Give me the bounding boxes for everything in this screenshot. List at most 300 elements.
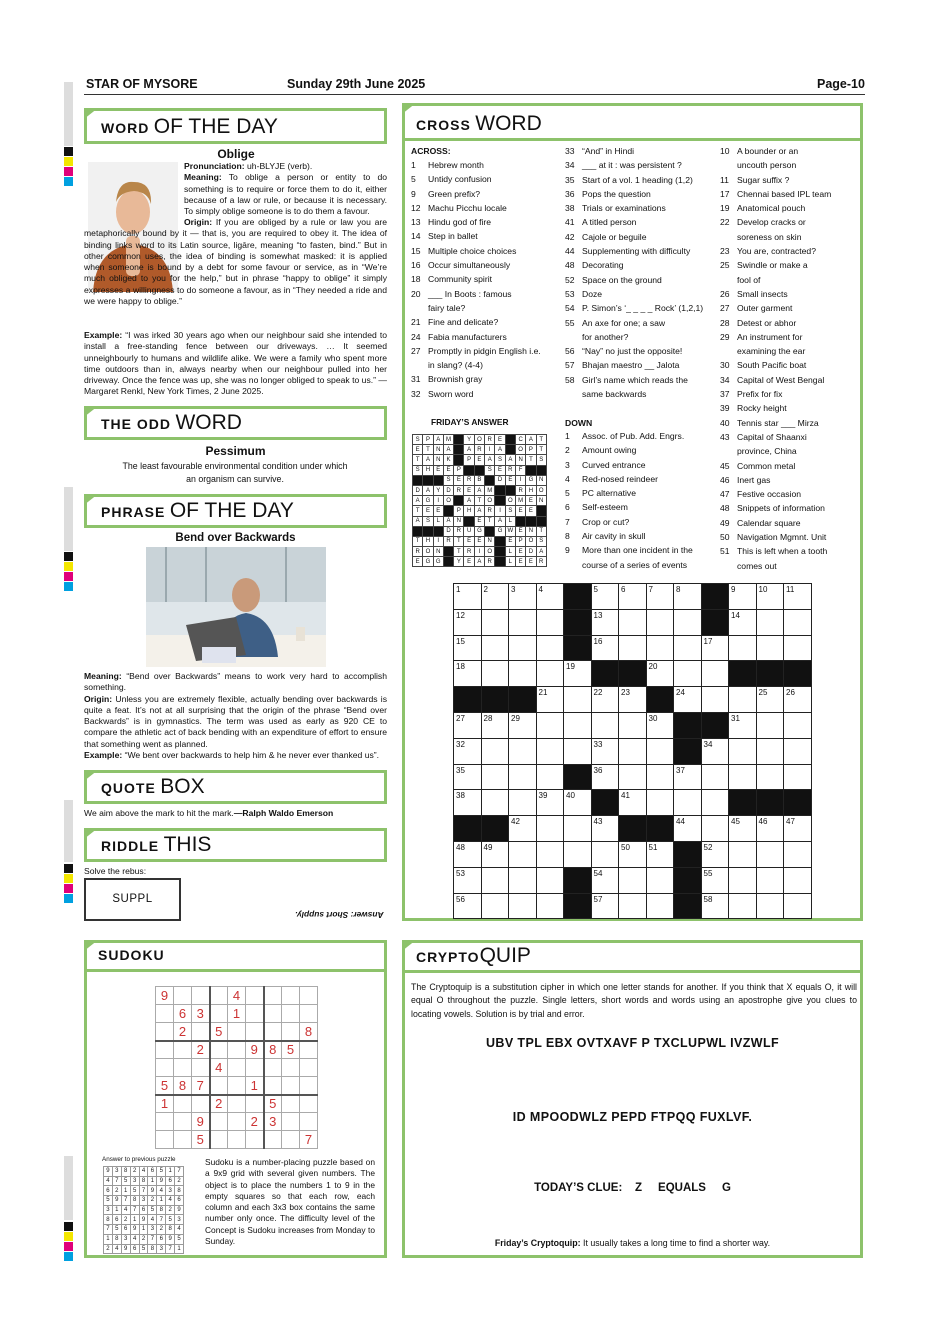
crossword-cell[interactable]	[619, 893, 647, 919]
sudoku-cell[interactable]	[228, 1077, 246, 1095]
reg-mark	[64, 1232, 73, 1241]
crossword-cell[interactable]: 19	[564, 661, 592, 687]
phrase-header	[84, 494, 387, 528]
crossword-cell[interactable]	[646, 738, 674, 764]
sudoku-cell[interactable]	[210, 1005, 228, 1023]
crossword-cell[interactable]	[674, 609, 702, 635]
sudoku-cell[interactable]	[210, 1131, 228, 1149]
crossword-cell[interactable]	[564, 712, 592, 738]
sudoku-cell[interactable]: 2	[192, 1041, 210, 1059]
clue-number: 27	[411, 345, 421, 356]
crossword-cell[interactable]: 58	[701, 893, 729, 919]
sudoku-cell[interactable]	[282, 1023, 300, 1041]
clue-row	[720, 158, 860, 172]
answer-cell: O	[515, 445, 525, 455]
crossword-cell[interactable]	[756, 867, 784, 893]
clue-number: 10	[720, 146, 730, 156]
crossword-grid[interactable]	[453, 583, 812, 919]
crossword-cell[interactable]: 18	[454, 661, 482, 687]
crossword-cell[interactable]: 10	[756, 584, 784, 610]
sudoku-cell[interactable]	[264, 1059, 282, 1077]
prev-sudoku-cell: 9	[104, 1167, 113, 1177]
clue-text: PC alternative	[582, 488, 636, 499]
crossword-cell[interactable]	[784, 609, 812, 635]
crossword-cell[interactable]: 3	[509, 584, 537, 610]
crossword-cell[interactable]	[509, 635, 537, 661]
sudoku-cell[interactable]	[300, 1059, 318, 1077]
crossword-cell[interactable]: 33	[591, 738, 619, 764]
sudoku-cell[interactable]	[246, 1131, 264, 1149]
crossword-cell[interactable]	[674, 790, 702, 816]
sudoku-cell[interactable]	[228, 1041, 246, 1059]
clue-number	[411, 358, 428, 372]
crossword-cell[interactable]	[481, 893, 509, 919]
crossword-cell[interactable]: 17	[701, 635, 729, 661]
crossword-cell[interactable]	[646, 867, 674, 893]
sudoku-cell[interactable]	[174, 1113, 192, 1131]
example-text: “I was irked 30 years ago when our neighbour said she intended to install a free-standing fence between our driveways. … It seemed unneighbourly to humans and wildlife alike. We were a family who spent more time outdoors than in, always nearby when our neighbour pulled into her driveway. Once the fence was up, she was no longer obliged to speak to us.” — Margaret Renkl, New York Times, 2 June 2025.	[84, 330, 387, 397]
clue-number: 38	[565, 203, 575, 214]
sudoku-cell[interactable]	[282, 1059, 300, 1077]
crossword-cell[interactable]	[481, 764, 509, 790]
crossword-cell[interactable]: 20	[646, 661, 674, 687]
crossword-cell[interactable]: 12	[454, 609, 482, 635]
sudoku-cell[interactable]	[210, 987, 228, 1005]
crossword-cell[interactable]	[701, 687, 729, 713]
sudoku-cell[interactable]	[264, 987, 282, 1005]
crossword-cell[interactable]: 55	[701, 867, 729, 893]
sudoku-cell[interactable]	[156, 1059, 174, 1077]
crossword-cell[interactable]	[646, 764, 674, 790]
answer-cell: T	[423, 445, 433, 455]
crossword-cell[interactable]	[536, 816, 564, 842]
sudoku-cell[interactable]: 7	[300, 1131, 318, 1149]
clue-text: Air cavity in skull	[582, 531, 646, 542]
crossword-cell[interactable]: 23	[619, 687, 647, 713]
crossword-cell[interactable]: 4	[536, 584, 564, 610]
clue-row	[565, 287, 715, 301]
sudoku-cell[interactable]	[228, 1131, 246, 1149]
sudoku-cell[interactable]	[264, 1023, 282, 1041]
answer-cell: N	[454, 516, 464, 526]
crossword-cell[interactable]: 26	[784, 687, 812, 713]
sudoku-cell[interactable]	[192, 987, 210, 1005]
sudoku-grid[interactable]	[155, 986, 318, 1149]
crossword-cell[interactable]	[729, 635, 757, 661]
answer-cell: T	[474, 496, 484, 506]
crossword-cell[interactable]	[756, 764, 784, 790]
crossword-cell[interactable]: 24	[674, 687, 702, 713]
sudoku-cell[interactable]	[174, 1059, 192, 1077]
prev-sudoku-cell: 7	[130, 1205, 139, 1215]
crossword-cell[interactable]	[701, 790, 729, 816]
clue-text: Cajole or beguile	[582, 231, 647, 242]
answer-cell: E	[515, 526, 525, 536]
crossword-cell[interactable]	[729, 893, 757, 919]
crossword-cell[interactable]: 46	[756, 816, 784, 842]
crossword-cell[interactable]	[619, 867, 647, 893]
crossword-cell[interactable]: 48	[454, 841, 482, 867]
sudoku-cell[interactable]	[192, 1095, 210, 1113]
crossword-cell[interactable]	[481, 635, 509, 661]
sudoku-cell[interactable]: 2	[246, 1113, 264, 1131]
clue-text: uncouth person	[737, 160, 797, 171]
answer-cell: E	[464, 485, 474, 495]
sudoku-cell[interactable]	[246, 987, 264, 1005]
answer-cell: A	[474, 506, 484, 516]
crossword-cell[interactable]: 37	[674, 764, 702, 790]
crossword-cell[interactable]	[701, 816, 729, 842]
crossword-cell[interactable]	[729, 738, 757, 764]
sudoku-cell[interactable]	[282, 1095, 300, 1113]
crossword-cell[interactable]: 32	[454, 738, 482, 764]
sudoku-cell[interactable]	[282, 1131, 300, 1149]
crossword-cell[interactable]: 25	[756, 687, 784, 713]
sudoku-cell[interactable]	[156, 1113, 174, 1131]
black-cell	[481, 816, 509, 842]
sudoku-cell[interactable]	[246, 1095, 264, 1113]
crossword-cell[interactable]	[784, 841, 812, 867]
answer-cell: A	[526, 435, 536, 445]
crossword-cell[interactable]	[536, 738, 564, 764]
sudoku-cell[interactable]: 6	[174, 1005, 192, 1023]
crossword-cell[interactable]	[509, 661, 537, 687]
reg-mark	[64, 562, 73, 571]
crossword-cell[interactable]: 53	[454, 867, 482, 893]
sudoku-cell[interactable]: 5	[264, 1095, 282, 1113]
answer-cell: E	[474, 536, 484, 546]
answer-cell: G	[433, 557, 443, 567]
crossword-cell[interactable]: 22	[591, 687, 619, 713]
black-cell	[674, 841, 702, 867]
crossword-cell[interactable]: 38	[454, 790, 482, 816]
crossword-cell[interactable]	[646, 609, 674, 635]
crossword-cell[interactable]	[619, 712, 647, 738]
crossword-cell[interactable]	[701, 661, 729, 687]
crossword-cell[interactable]: 29	[509, 712, 537, 738]
crossword-cell[interactable]: 44	[674, 816, 702, 842]
answer-cell: E	[515, 557, 525, 567]
answer-cell: L	[433, 516, 443, 526]
sudoku-cell[interactable]: 3	[192, 1005, 210, 1023]
crossword-cell[interactable]	[729, 841, 757, 867]
clue-number	[720, 444, 737, 458]
clue-text: Trials or examinations	[582, 203, 666, 214]
crossword-cell[interactable]	[784, 712, 812, 738]
section-label: SUDOKU	[98, 947, 165, 963]
answer-cell: S	[443, 475, 453, 485]
print-strip	[64, 82, 73, 146]
crossword-cell[interactable]	[756, 893, 784, 919]
clue-number: 50	[720, 532, 730, 543]
crossword-cell[interactable]: 16	[591, 635, 619, 661]
crossword-cell[interactable]: 57	[591, 893, 619, 919]
sudoku-cell[interactable]	[264, 1077, 282, 1095]
crossword-cell[interactable]	[591, 712, 619, 738]
odd-word-header	[84, 406, 387, 440]
crossword-cell[interactable]	[619, 738, 647, 764]
answer-cell: O	[526, 536, 536, 546]
crossword-cell[interactable]: 15	[454, 635, 482, 661]
sudoku-cell[interactable]	[156, 1041, 174, 1059]
sudoku-cell[interactable]	[300, 1041, 318, 1059]
sudoku-cell[interactable]: 3	[264, 1113, 282, 1131]
sudoku-cell[interactable]: 9	[246, 1041, 264, 1059]
crossword-cell[interactable]: 7	[646, 584, 674, 610]
answer-cell: R	[454, 526, 464, 536]
crossword-cell[interactable]: 50	[619, 841, 647, 867]
sudoku-cell[interactable]	[174, 987, 192, 1005]
reg-mark	[64, 874, 73, 883]
crossword-cell[interactable]: 35	[454, 764, 482, 790]
sudoku-cell[interactable]	[246, 1059, 264, 1077]
sudoku-cell[interactable]	[156, 1131, 174, 1149]
crossword-cell[interactable]: 47	[784, 816, 812, 842]
crossword-cell[interactable]: 2	[481, 584, 509, 610]
sudoku-cell[interactable]	[210, 1077, 228, 1095]
sudoku-cell[interactable]: 5	[210, 1023, 228, 1041]
answer-cell: T	[454, 536, 464, 546]
crossword-cell[interactable]: 56	[454, 893, 482, 919]
sudoku-cell[interactable]: 7	[192, 1077, 210, 1095]
crossword-cell[interactable]: 30	[646, 712, 674, 738]
sudoku-cell[interactable]	[228, 1059, 246, 1077]
sudoku-cell[interactable]: 5	[156, 1077, 174, 1095]
crossword-cell[interactable]	[729, 867, 757, 893]
sudoku-cell[interactable]: 8	[300, 1023, 318, 1041]
crossword-cell[interactable]	[619, 609, 647, 635]
crossword-cell[interactable]: 49	[481, 841, 509, 867]
crossword-cell[interactable]	[564, 687, 592, 713]
crossword-cell[interactable]: 21	[536, 687, 564, 713]
sudoku-cell[interactable]	[174, 1041, 192, 1059]
corner-flag-icon	[84, 828, 98, 839]
clue-text: same backwards	[582, 389, 647, 400]
sudoku-cell[interactable]	[300, 1005, 318, 1023]
clue-text: Supplementing with difficulty	[582, 246, 691, 257]
sudoku-cell[interactable]	[300, 1113, 318, 1131]
crossword-cell[interactable]: 1	[454, 584, 482, 610]
crossword-cell[interactable]	[536, 841, 564, 867]
crossword-cell[interactable]: 5	[591, 584, 619, 610]
crossword-cell[interactable]	[784, 764, 812, 790]
crossword-cell[interactable]	[481, 867, 509, 893]
crossword-cell[interactable]	[509, 867, 537, 893]
prev-sudoku-cell: 3	[121, 1234, 130, 1244]
crossword-cell[interactable]	[509, 764, 537, 790]
clue-text: Doze	[582, 288, 603, 299]
sudoku-cell[interactable]: 4	[210, 1059, 228, 1077]
sudoku-cell[interactable]: 4	[228, 987, 246, 1005]
crossword-cell[interactable]	[756, 712, 784, 738]
reg-mark	[64, 552, 73, 561]
answer-cell: Y	[454, 557, 464, 567]
sudoku-cell[interactable]	[174, 1095, 192, 1113]
clue-number: 29	[720, 331, 730, 342]
answer-cell: R	[485, 435, 495, 445]
crossword-cell[interactable]	[619, 635, 647, 661]
crossword-cell[interactable]: 51	[646, 841, 674, 867]
crossword-cell[interactable]: 45	[729, 816, 757, 842]
crossword-cell[interactable]	[564, 816, 592, 842]
clue-row	[565, 158, 715, 172]
crossword-cell[interactable]: 11	[784, 584, 812, 610]
crossword-cell[interactable]	[536, 661, 564, 687]
crossword-cell[interactable]	[591, 841, 619, 867]
clue-number: 11	[720, 174, 729, 185]
clue-row	[565, 358, 715, 372]
sudoku-cell[interactable]	[192, 1023, 210, 1041]
crossword-cell[interactable]: 42	[509, 816, 537, 842]
crossword-cell[interactable]	[784, 867, 812, 893]
prev-sudoku-cell: 1	[112, 1205, 121, 1215]
sudoku-cell[interactable]	[174, 1131, 192, 1149]
crossword-cell[interactable]: 31	[729, 712, 757, 738]
sudoku-cell[interactable]	[300, 987, 318, 1005]
sudoku-cell[interactable]	[210, 1041, 228, 1059]
crossword-cell[interactable]: 36	[591, 764, 619, 790]
sudoku-cell[interactable]	[192, 1059, 210, 1077]
crossword-cell[interactable]	[756, 841, 784, 867]
section-title: THIS	[163, 833, 212, 856]
sudoku-cell[interactable]	[156, 1005, 174, 1023]
clue-row	[565, 486, 715, 500]
crossword-cell[interactable]: 14	[729, 609, 757, 635]
clue-row	[720, 487, 860, 501]
crossword-cell[interactable]	[756, 609, 784, 635]
crossword-cell[interactable]	[536, 893, 564, 919]
sudoku-cell[interactable]	[282, 1005, 300, 1023]
crossword-cell[interactable]	[481, 790, 509, 816]
crossword-cell[interactable]: 28	[481, 712, 509, 738]
crossword-cell[interactable]: 54	[591, 867, 619, 893]
sudoku-cell[interactable]	[156, 1023, 174, 1041]
prev-sudoku-cell: 3	[139, 1196, 148, 1206]
crossword-cell[interactable]: 43	[591, 816, 619, 842]
sudoku-cell[interactable]	[300, 1095, 318, 1113]
example-label: Example:	[84, 330, 123, 340]
sudoku-cell[interactable]	[282, 1113, 300, 1131]
sudoku-cell[interactable]	[210, 1113, 228, 1131]
clue-row	[720, 387, 860, 401]
crossword-cell[interactable]: 52	[701, 841, 729, 867]
sudoku-cell[interactable]	[228, 1095, 246, 1113]
clue-row	[720, 330, 860, 344]
crossword-cell[interactable]	[784, 635, 812, 661]
crossword-cell[interactable]	[564, 738, 592, 764]
clue-number: 13	[411, 217, 421, 228]
crossword-cell[interactable]	[756, 738, 784, 764]
crossword-cell[interactable]	[646, 635, 674, 661]
clue-number: 54	[565, 303, 575, 314]
sudoku-cell[interactable]	[228, 1113, 246, 1131]
sudoku-cell[interactable]: 1	[228, 1005, 246, 1023]
black-cell	[443, 547, 453, 557]
crossword-cell[interactable]	[784, 893, 812, 919]
prev-sudoku-cell: 9	[130, 1225, 139, 1235]
word-pron-meaning	[184, 161, 387, 217]
crossword-cell[interactable]	[536, 867, 564, 893]
crossword-cell[interactable]	[481, 661, 509, 687]
crossword-cell[interactable]: 6	[619, 584, 647, 610]
sudoku-cell[interactable]: 2	[174, 1023, 192, 1041]
clue-row	[411, 201, 561, 215]
crossword-cell[interactable]	[729, 764, 757, 790]
quote-author: —Ralph Waldo Emerson	[233, 808, 334, 818]
crossword-cell[interactable]	[674, 635, 702, 661]
crossword-cell[interactable]	[481, 609, 509, 635]
crossword-cell[interactable]: 27	[454, 712, 482, 738]
sudoku-cell[interactable]: 8	[264, 1041, 282, 1059]
crossword-cell[interactable]: 13	[591, 609, 619, 635]
crossword-cell[interactable]	[646, 893, 674, 919]
sudoku-cell[interactable]	[300, 1077, 318, 1095]
crossword-cell[interactable]	[509, 790, 537, 816]
across-clues-col2	[565, 144, 715, 401]
clue-row	[565, 173, 715, 187]
sudoku-cell[interactable]	[264, 1005, 282, 1023]
sudoku-cell[interactable]: 5	[192, 1131, 210, 1149]
sudoku-cell[interactable]: 9	[192, 1113, 210, 1131]
sudoku-cell[interactable]: 2	[210, 1095, 228, 1113]
sudoku-cell[interactable]	[246, 1005, 264, 1023]
crossword-cell[interactable]	[674, 661, 702, 687]
answer-cell: U	[464, 526, 474, 536]
crossword-cell[interactable]	[509, 738, 537, 764]
sudoku-cell[interactable]: 9	[156, 987, 174, 1005]
crossword-cell[interactable]	[784, 738, 812, 764]
crossword-cell[interactable]: 41	[619, 790, 647, 816]
answer-cell: E	[474, 455, 484, 465]
crossword-cell[interactable]	[536, 635, 564, 661]
crossword-cell[interactable]	[701, 764, 729, 790]
prev-sudoku-cell: 8	[139, 1176, 148, 1186]
sudoku-cell[interactable]: 8	[174, 1077, 192, 1095]
crossword-cell[interactable]	[564, 841, 592, 867]
clue-text: Hebrew month	[428, 160, 484, 170]
crossword-cell[interactable]	[536, 712, 564, 738]
clue-number: 15	[411, 245, 421, 256]
crossword-cell[interactable]	[509, 609, 537, 635]
crossword-cell[interactable]: 40	[564, 790, 592, 816]
sudoku-cell[interactable]	[282, 1077, 300, 1095]
crossword-cell[interactable]: 39	[536, 790, 564, 816]
crossword-cell[interactable]: 9	[729, 584, 757, 610]
crossword-cell[interactable]	[729, 687, 757, 713]
crossword-cell[interactable]	[481, 738, 509, 764]
crossword-cell[interactable]	[646, 790, 674, 816]
sudoku-cell[interactable]	[228, 1023, 246, 1041]
sudoku-cell[interactable]: 5	[282, 1041, 300, 1059]
crossword-cell[interactable]	[509, 841, 537, 867]
sudoku-cell[interactable]	[264, 1131, 282, 1149]
crossword-cell[interactable]	[509, 893, 537, 919]
crypto-line2: ID MPOODWLZ PEPD FTPQQ FUXLVF.	[512, 1110, 753, 1124]
sudoku-cell[interactable]	[246, 1023, 264, 1041]
clue-number: 55	[565, 317, 575, 328]
sudoku-cell[interactable]: 1	[246, 1077, 264, 1095]
crossword-cell[interactable]: 34	[701, 738, 729, 764]
sudoku-cell[interactable]	[282, 987, 300, 1005]
clue-text: Sugar suffix ?	[737, 174, 790, 185]
crossword-cell[interactable]	[756, 635, 784, 661]
crossword-cell[interactable]	[619, 764, 647, 790]
crossword-cell[interactable]	[536, 764, 564, 790]
crossword-cell[interactable]: 8	[674, 584, 702, 610]
clue-number: 16	[411, 260, 421, 271]
crossword-cell[interactable]	[536, 609, 564, 635]
sudoku-cell[interactable]: 1	[156, 1095, 174, 1113]
